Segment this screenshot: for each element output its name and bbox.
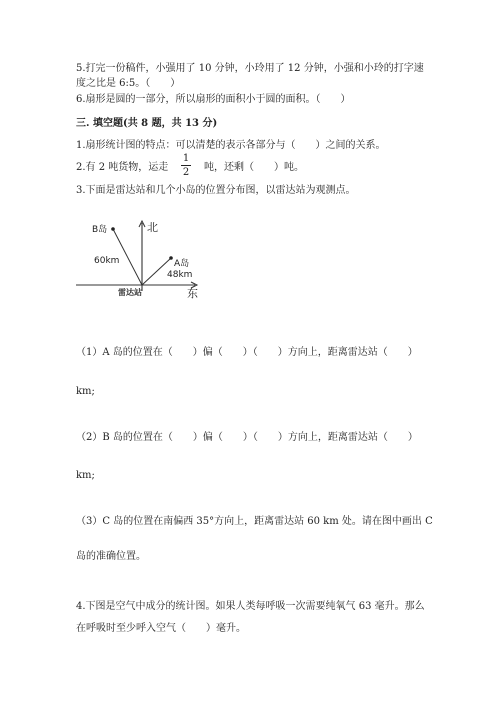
fraction-denominator: 2	[182, 167, 190, 178]
q5-line-2: 度之比是 6:5。（ ）	[76, 78, 181, 89]
east-label: 东	[187, 287, 198, 300]
distance-b-label: 60km	[94, 256, 120, 266]
fill-q4-line-1: 4.下图是空气中成分的统计图。如果人类每呼吸一次需要纯氧气 63 毫升。那么	[76, 601, 425, 612]
fraction-one-half	[181, 153, 191, 178]
sub-q3-line-2: 岛的准确位置。	[76, 551, 146, 562]
fraction-numerator: 1	[182, 153, 190, 164]
island-a-point	[169, 256, 173, 260]
sub-q3-line-1: （3）C 岛的位置在南偏西 35°方向上，距离雷达站 60 km 处。请在图中画出 C	[76, 516, 433, 527]
q6-line: 6.扇形是圆的一部分，所以扇形的面积小于圆的面积。（ ）	[76, 94, 351, 105]
radar-diagram	[70, 215, 210, 305]
distance-a-label: 48km	[167, 270, 193, 280]
island-b-label: B岛	[92, 225, 108, 235]
fill-q2-part2: 吨，还剩（ ）吨。	[204, 162, 304, 173]
radar-station-label: 雷达站	[118, 288, 142, 297]
island-a-label: A岛	[174, 259, 190, 269]
sub-q2-unit: km;	[76, 470, 95, 481]
fill-q1: 1.扇形统计图的特点：可以清楚的表示各部分与（ ）之间的关系。	[76, 140, 386, 151]
section-3-heading: 三. 填空题(共 8 题，共 13 分)	[76, 118, 218, 129]
fill-q2-part1: 2.有 2 吨货物，运走	[76, 162, 169, 173]
fill-q3: 3.下面是雷达站和几个小岛的位置分布图，以雷达站为观测点。	[76, 185, 356, 196]
sub-q2-line: （2）B 岛的位置在（ ）偏（ ）（ ）方向上，距离雷达站（ ）	[76, 432, 418, 443]
fill-q4-line-2: 在呼吸时至少呼入空气（ ）毫升。	[76, 623, 246, 634]
island-b-point	[111, 227, 115, 231]
sub-q1-unit: km;	[76, 386, 95, 397]
north-label: 北	[147, 221, 158, 234]
q5-line-1: 5.打完一份稿件，小强用了 10 分钟，小玲用了 12 分钟，小强和小玲的打字速	[76, 63, 424, 74]
sub-q1-line: （1）A 岛的位置在（ ）偏（ ）（ ）方向上，距离雷达站（ ）	[76, 347, 418, 358]
